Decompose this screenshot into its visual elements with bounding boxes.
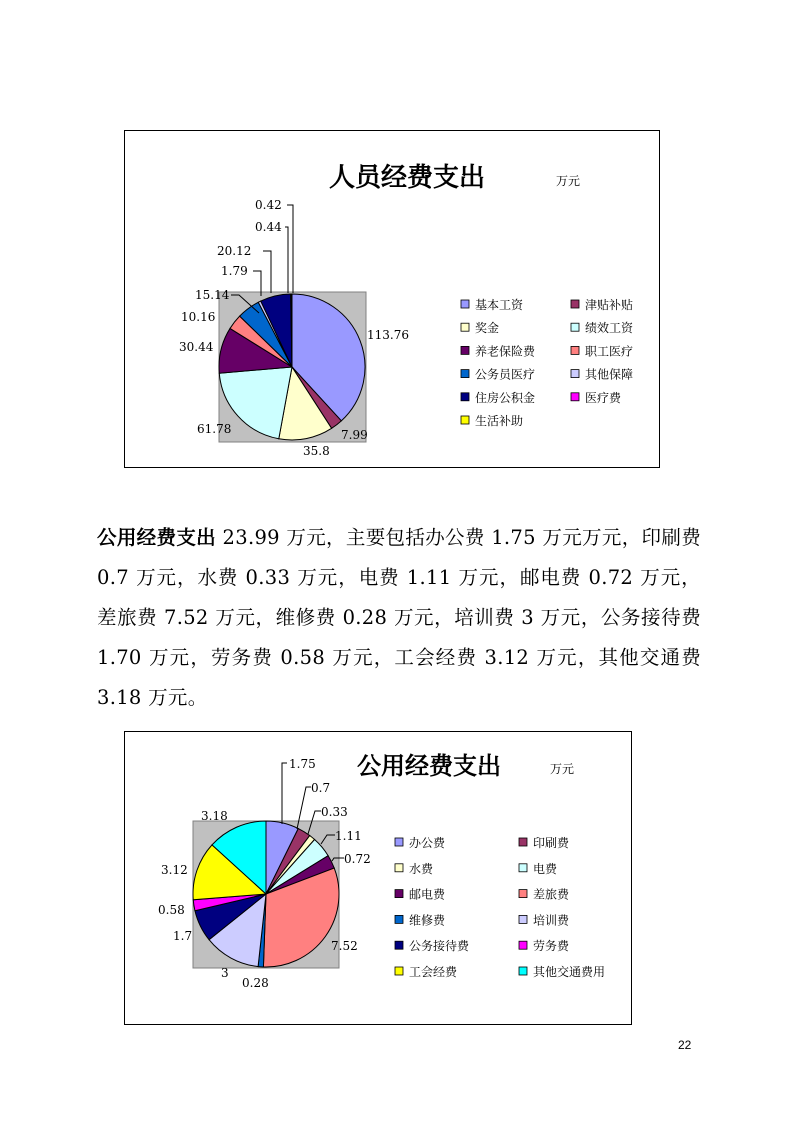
- data-label-8: 3: [221, 966, 229, 980]
- legend-label-5: 邮电费: [409, 887, 446, 902]
- legend-swatch-8: [519, 915, 527, 923]
- legend-label-3: 奖金: [475, 321, 500, 336]
- legend-swatch-10: [571, 393, 579, 401]
- legend-swatch-1: [395, 838, 403, 846]
- legend-label-2: 印刷费: [533, 836, 570, 850]
- public-pie-svg: [125, 732, 631, 1024]
- legend-label-3: 水费: [409, 861, 434, 876]
- legend-label-7: 公务员医疗: [475, 367, 536, 382]
- chart-unit: 万元: [556, 174, 581, 188]
- legend-label-4: 电费: [533, 861, 558, 876]
- legend-label-8: 其他保障: [585, 367, 634, 382]
- paragraph-lead: 公用经费支出: [97, 526, 216, 549]
- public-expense-paragraph: [97, 518, 701, 718]
- legend-swatch-11: [395, 967, 403, 975]
- data-label-3: 0.33: [321, 805, 348, 819]
- data-label-5: 30.44: [179, 340, 214, 354]
- data-label-5: 0.72: [344, 852, 371, 866]
- data-label-12: 3.18: [201, 809, 228, 823]
- legend-label-9: 住房公积金: [475, 390, 536, 405]
- legend-swatch-7: [395, 915, 403, 923]
- legend-swatch-2: [519, 838, 527, 846]
- legend-label-10: 医疗费: [585, 390, 622, 405]
- legend-label-7: 维修费: [409, 913, 446, 928]
- pie-slice-11: [291, 294, 292, 367]
- legend-swatch-1: [461, 300, 469, 308]
- paragraph-body: 23.99 万元，主要包括办公费 1.75 万元万元，印刷费 0.7 万元，水费 0.33 万元，电费 1.11 万元，邮电费 0.72 万元，差旅费 7.52 万元，维修费 0.28 万元，培训费 3 万元，公务接待费 1.70 万元，劳务费 0.58 万元，工会经费 3.12 万元，其他交通费 3.18 万元。: [97, 526, 701, 709]
- chart-unit: 万元: [550, 762, 575, 776]
- legend-swatch-4: [519, 864, 527, 872]
- legend-swatch-9: [461, 393, 469, 401]
- legend-swatch-10: [519, 941, 527, 949]
- data-label-1: 113.76: [367, 328, 409, 342]
- legend-label-1: 基本工资: [475, 298, 524, 312]
- legend-label-10: 劳务费: [533, 939, 570, 954]
- data-label-7: 15.14: [195, 288, 230, 302]
- data-label-4: 1.11: [335, 829, 362, 843]
- legend-swatch-6: [571, 346, 579, 354]
- chart-title: 公用经费支出: [357, 752, 501, 780]
- personnel-expense-chart: [124, 130, 660, 468]
- data-label-4: 61.78: [197, 422, 232, 436]
- data-label-10: 0.44: [255, 220, 282, 234]
- legend-label-1: 办公费: [409, 836, 446, 850]
- legend-label-11: 工会经费: [409, 965, 458, 979]
- legend-label-8: 培训费: [533, 913, 570, 928]
- legend-swatch-8: [571, 370, 579, 378]
- legend-label-5: 养老保险费: [475, 344, 536, 359]
- leader-line-10: [285, 227, 288, 293]
- legend-swatch-12: [519, 967, 527, 975]
- data-label-7: 0.28: [242, 976, 269, 990]
- legend-swatch-2: [571, 300, 579, 308]
- data-label-1: 1.75: [289, 757, 316, 771]
- data-label-3: 35.8: [303, 444, 330, 458]
- legend-label-2: 津贴补贴: [585, 298, 634, 312]
- legend-label-12: 其他交通费用: [533, 965, 606, 979]
- data-label-2: 0.7: [311, 781, 331, 795]
- legend-swatch-4: [571, 323, 579, 331]
- legend-swatch-3: [461, 323, 469, 331]
- data-label-10: 0.58: [158, 903, 185, 917]
- legend-label-6: 差旅费: [533, 887, 570, 902]
- data-label-11: 0.42: [255, 198, 282, 212]
- data-label-2: 7.99: [341, 428, 368, 442]
- data-label-11: 3.12: [161, 863, 188, 877]
- legend-label-9: 公务接待费: [409, 939, 470, 954]
- legend-label-11: 生活补助: [475, 414, 524, 428]
- data-label-6: 7.52: [331, 939, 358, 953]
- legend-swatch-11: [461, 416, 469, 424]
- personnel-pie-svg: [125, 131, 659, 467]
- data-label-6: 10.16: [181, 310, 216, 324]
- legend-label-6: 职工医疗: [585, 344, 634, 359]
- legend-label-4: 绩效工资: [585, 321, 634, 336]
- legend-swatch-9: [395, 941, 403, 949]
- data-label-8: 1.79: [221, 264, 248, 278]
- legend-swatch-5: [395, 890, 403, 898]
- page-number: 22: [678, 1038, 692, 1052]
- legend-swatch-6: [519, 890, 527, 898]
- legend-swatch-5: [461, 346, 469, 354]
- leader-line-1: [282, 763, 287, 824]
- data-label-9: 20.12: [217, 244, 252, 258]
- data-label-9: 1.7: [173, 929, 193, 943]
- public-expense-chart: [124, 731, 632, 1025]
- legend-swatch-3: [395, 864, 403, 872]
- legend-swatch-7: [461, 370, 469, 378]
- leader-line-9: [263, 251, 271, 293]
- chart-title: 人员经费支出: [329, 163, 486, 193]
